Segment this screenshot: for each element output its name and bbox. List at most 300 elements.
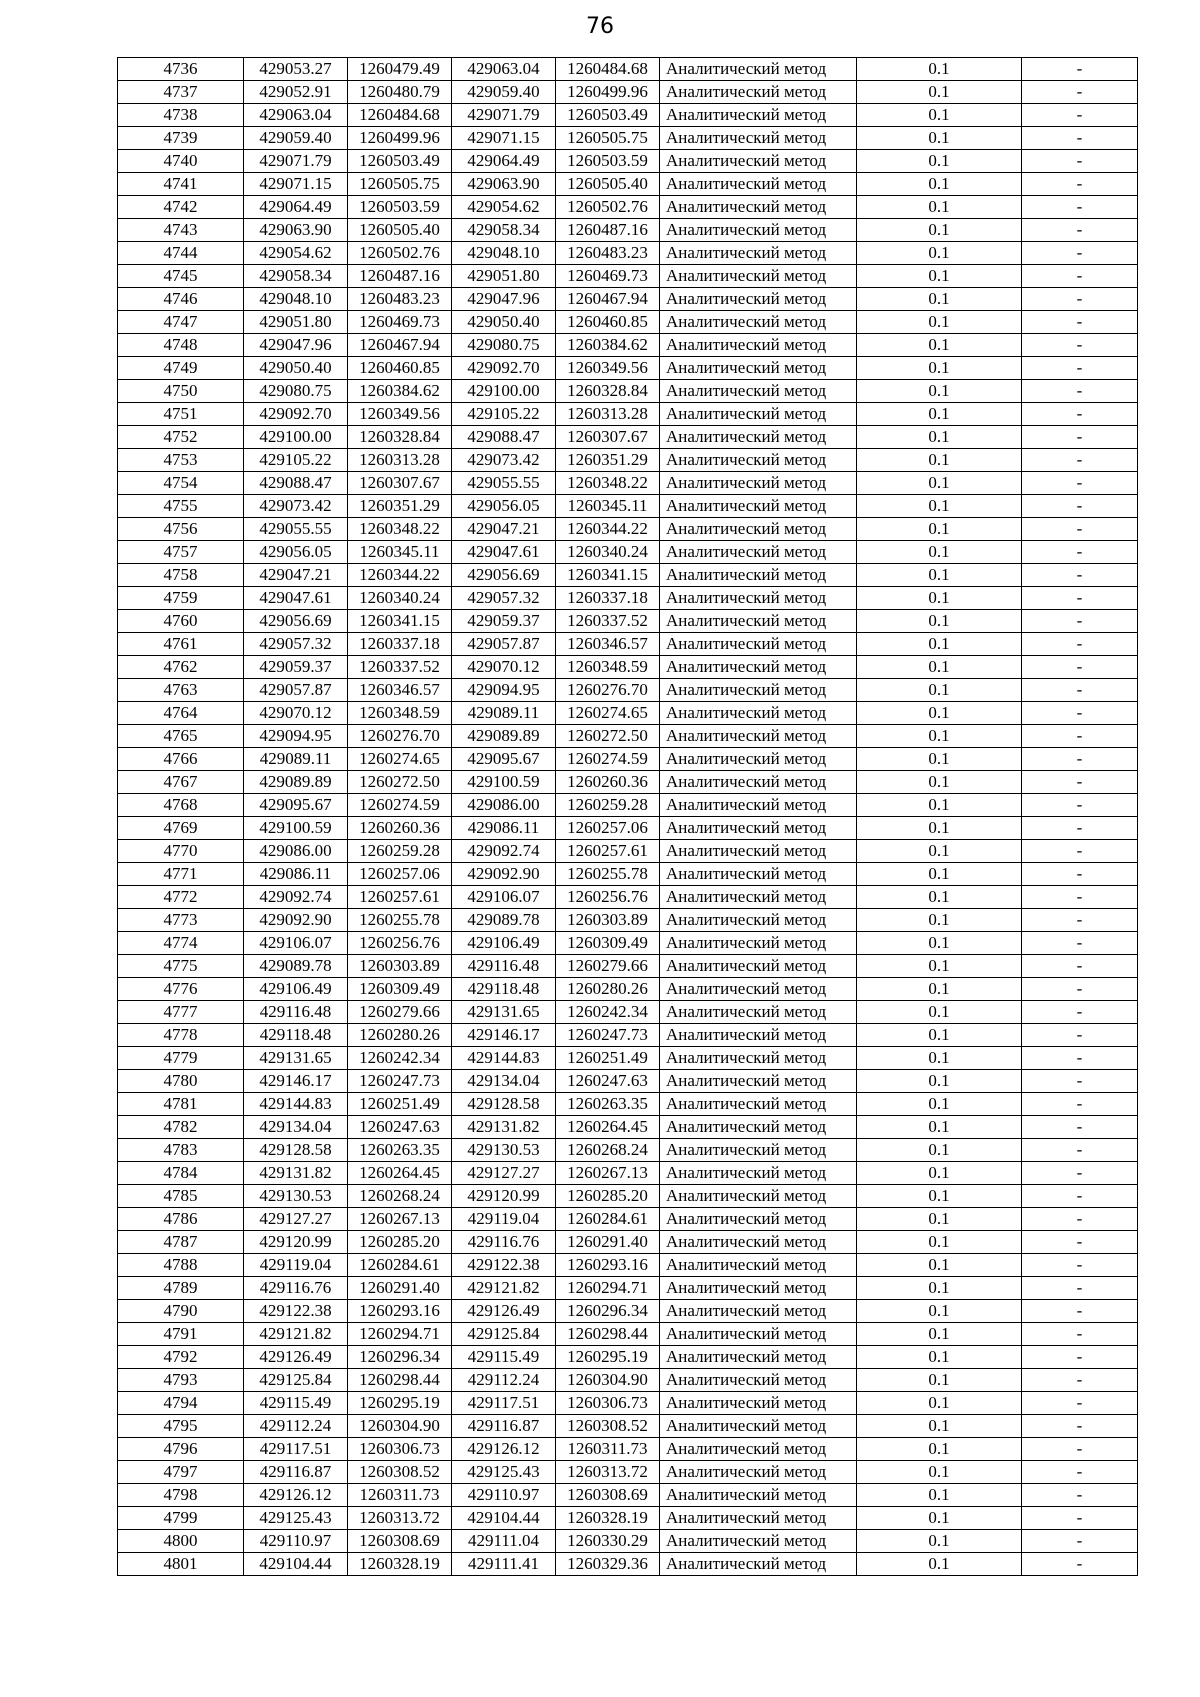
y-start-cell: 1260328.84 bbox=[348, 426, 452, 449]
y-start-cell: 1260313.28 bbox=[348, 449, 452, 472]
x-start-cell: 429048.10 bbox=[244, 288, 348, 311]
point-number-cell: 4754 bbox=[118, 472, 244, 495]
x-end-cell: 429089.11 bbox=[452, 702, 556, 725]
table-row bbox=[118, 150, 1138, 173]
point-number-cell: 4749 bbox=[118, 357, 244, 380]
x-end-cell: 429117.51 bbox=[452, 1392, 556, 1415]
y-start-cell: 1260257.06 bbox=[348, 863, 452, 886]
point-number-cell: 4759 bbox=[118, 587, 244, 610]
table-row bbox=[118, 978, 1138, 1001]
point-number-cell: 4758 bbox=[118, 564, 244, 587]
accuracy-cell: 0.1 bbox=[857, 150, 1022, 173]
y-start-cell: 1260291.40 bbox=[348, 1277, 452, 1300]
point-number-cell: 4743 bbox=[118, 219, 244, 242]
x-end-cell: 429056.69 bbox=[452, 564, 556, 587]
point-number-cell: 4796 bbox=[118, 1438, 244, 1461]
x-end-cell: 429131.65 bbox=[452, 1001, 556, 1024]
y-end-cell: 1260272.50 bbox=[556, 725, 660, 748]
table-row bbox=[118, 1162, 1138, 1185]
accuracy-cell: 0.1 bbox=[857, 380, 1022, 403]
y-start-cell: 1260279.66 bbox=[348, 1001, 452, 1024]
table-row bbox=[118, 610, 1138, 633]
y-start-cell: 1260308.69 bbox=[348, 1530, 452, 1553]
x-start-cell: 429057.32 bbox=[244, 633, 348, 656]
table-row bbox=[118, 1323, 1138, 1346]
note-cell: - bbox=[1022, 656, 1138, 679]
accuracy-cell: 0.1 bbox=[857, 311, 1022, 334]
note-cell: - bbox=[1022, 587, 1138, 610]
table-row bbox=[118, 909, 1138, 932]
accuracy-cell: 0.1 bbox=[857, 403, 1022, 426]
x-end-cell: 429092.74 bbox=[452, 840, 556, 863]
method-cell: Аналитический метод bbox=[660, 1553, 857, 1576]
x-end-cell: 429100.00 bbox=[452, 380, 556, 403]
x-start-cell: 429131.65 bbox=[244, 1047, 348, 1070]
point-number-cell: 4793 bbox=[118, 1369, 244, 1392]
y-end-cell: 1260487.16 bbox=[556, 219, 660, 242]
point-number-cell: 4800 bbox=[118, 1530, 244, 1553]
table-row bbox=[118, 58, 1138, 81]
accuracy-cell: 0.1 bbox=[857, 748, 1022, 771]
point-number-cell: 4766 bbox=[118, 748, 244, 771]
point-number-cell: 4783 bbox=[118, 1139, 244, 1162]
x-end-cell: 429100.59 bbox=[452, 771, 556, 794]
y-end-cell: 1260291.40 bbox=[556, 1231, 660, 1254]
method-cell: Аналитический метод bbox=[660, 1093, 857, 1116]
accuracy-cell: 0.1 bbox=[857, 1438, 1022, 1461]
note-cell: - bbox=[1022, 472, 1138, 495]
note-cell: - bbox=[1022, 886, 1138, 909]
table-row bbox=[118, 1231, 1138, 1254]
note-cell: - bbox=[1022, 702, 1138, 725]
table-row bbox=[118, 771, 1138, 794]
x-start-cell: 429117.51 bbox=[244, 1438, 348, 1461]
point-number-cell: 4757 bbox=[118, 541, 244, 564]
method-cell: Аналитический метод bbox=[660, 1116, 857, 1139]
point-number-cell: 4772 bbox=[118, 886, 244, 909]
x-end-cell: 429144.83 bbox=[452, 1047, 556, 1070]
note-cell: - bbox=[1022, 173, 1138, 196]
table-row bbox=[118, 173, 1138, 196]
note-cell: - bbox=[1022, 288, 1138, 311]
x-start-cell: 429110.97 bbox=[244, 1530, 348, 1553]
accuracy-cell: 0.1 bbox=[857, 1530, 1022, 1553]
accuracy-cell: 0.1 bbox=[857, 794, 1022, 817]
y-start-cell: 1260308.52 bbox=[348, 1461, 452, 1484]
x-start-cell: 429125.84 bbox=[244, 1369, 348, 1392]
table-row bbox=[118, 955, 1138, 978]
accuracy-cell: 0.1 bbox=[857, 1553, 1022, 1576]
x-start-cell: 429126.49 bbox=[244, 1346, 348, 1369]
y-end-cell: 1260255.78 bbox=[556, 863, 660, 886]
x-start-cell: 429088.47 bbox=[244, 472, 348, 495]
x-start-cell: 429106.07 bbox=[244, 932, 348, 955]
y-end-cell: 1260274.59 bbox=[556, 748, 660, 771]
table-row bbox=[118, 1208, 1138, 1231]
x-start-cell: 429053.27 bbox=[244, 58, 348, 81]
y-end-cell: 1260251.49 bbox=[556, 1047, 660, 1070]
point-number-cell: 4760 bbox=[118, 610, 244, 633]
point-number-cell: 4786 bbox=[118, 1208, 244, 1231]
y-start-cell: 1260274.59 bbox=[348, 794, 452, 817]
y-start-cell: 1260284.61 bbox=[348, 1254, 452, 1277]
point-number-cell: 4747 bbox=[118, 311, 244, 334]
y-start-cell: 1260487.16 bbox=[348, 265, 452, 288]
point-number-cell: 4779 bbox=[118, 1047, 244, 1070]
method-cell: Аналитический метод bbox=[660, 932, 857, 955]
note-cell: - bbox=[1022, 1231, 1138, 1254]
table-row bbox=[118, 1415, 1138, 1438]
accuracy-cell: 0.1 bbox=[857, 1484, 1022, 1507]
y-start-cell: 1260251.49 bbox=[348, 1093, 452, 1116]
x-start-cell: 429050.40 bbox=[244, 357, 348, 380]
accuracy-cell: 0.1 bbox=[857, 81, 1022, 104]
x-start-cell: 429056.69 bbox=[244, 610, 348, 633]
method-cell: Аналитический метод bbox=[660, 955, 857, 978]
point-number-cell: 4755 bbox=[118, 495, 244, 518]
x-start-cell: 429094.95 bbox=[244, 725, 348, 748]
note-cell: - bbox=[1022, 610, 1138, 633]
x-end-cell: 429106.49 bbox=[452, 932, 556, 955]
x-end-cell: 429119.04 bbox=[452, 1208, 556, 1231]
point-number-cell: 4777 bbox=[118, 1001, 244, 1024]
table-row bbox=[118, 380, 1138, 403]
table-row bbox=[118, 81, 1138, 104]
x-end-cell: 429047.61 bbox=[452, 541, 556, 564]
accuracy-cell: 0.1 bbox=[857, 932, 1022, 955]
point-number-cell: 4762 bbox=[118, 656, 244, 679]
point-number-cell: 4738 bbox=[118, 104, 244, 127]
x-start-cell: 429063.04 bbox=[244, 104, 348, 127]
y-start-cell: 1260247.63 bbox=[348, 1116, 452, 1139]
table-row bbox=[118, 104, 1138, 127]
accuracy-cell: 0.1 bbox=[857, 1415, 1022, 1438]
point-number-cell: 4801 bbox=[118, 1553, 244, 1576]
note-cell: - bbox=[1022, 311, 1138, 334]
y-start-cell: 1260460.85 bbox=[348, 357, 452, 380]
note-cell: - bbox=[1022, 1415, 1138, 1438]
point-number-cell: 4740 bbox=[118, 150, 244, 173]
y-end-cell: 1260280.26 bbox=[556, 978, 660, 1001]
point-number-cell: 4761 bbox=[118, 633, 244, 656]
table-row bbox=[118, 219, 1138, 242]
x-start-cell: 429115.49 bbox=[244, 1392, 348, 1415]
x-end-cell: 429057.87 bbox=[452, 633, 556, 656]
x-end-cell: 429106.07 bbox=[452, 886, 556, 909]
y-start-cell: 1260467.94 bbox=[348, 334, 452, 357]
note-cell: - bbox=[1022, 978, 1138, 1001]
y-end-cell: 1260267.13 bbox=[556, 1162, 660, 1185]
method-cell: Аналитический метод bbox=[660, 1530, 857, 1553]
y-end-cell: 1260247.73 bbox=[556, 1024, 660, 1047]
table-row bbox=[118, 1116, 1138, 1139]
x-start-cell: 429054.62 bbox=[244, 242, 348, 265]
accuracy-cell: 0.1 bbox=[857, 679, 1022, 702]
y-start-cell: 1260307.67 bbox=[348, 472, 452, 495]
x-start-cell: 429116.48 bbox=[244, 1001, 348, 1024]
x-start-cell: 429144.83 bbox=[244, 1093, 348, 1116]
y-start-cell: 1260295.19 bbox=[348, 1392, 452, 1415]
x-end-cell: 429064.49 bbox=[452, 150, 556, 173]
method-cell: Аналитический метод bbox=[660, 311, 857, 334]
y-end-cell: 1260313.72 bbox=[556, 1461, 660, 1484]
note-cell: - bbox=[1022, 242, 1138, 265]
y-end-cell: 1260351.29 bbox=[556, 449, 660, 472]
y-start-cell: 1260483.23 bbox=[348, 288, 452, 311]
method-cell: Аналитический метод bbox=[660, 150, 857, 173]
method-cell: Аналитический метод bbox=[660, 1507, 857, 1530]
table-row bbox=[118, 656, 1138, 679]
table-row bbox=[118, 863, 1138, 886]
note-cell: - bbox=[1022, 426, 1138, 449]
y-end-cell: 1260285.20 bbox=[556, 1185, 660, 1208]
note-cell: - bbox=[1022, 1438, 1138, 1461]
table-row bbox=[118, 242, 1138, 265]
y-end-cell: 1260483.23 bbox=[556, 242, 660, 265]
accuracy-cell: 0.1 bbox=[857, 196, 1022, 219]
note-cell: - bbox=[1022, 334, 1138, 357]
x-end-cell: 429095.67 bbox=[452, 748, 556, 771]
y-end-cell: 1260505.75 bbox=[556, 127, 660, 150]
point-number-cell: 4751 bbox=[118, 403, 244, 426]
method-cell: Аналитический метод bbox=[660, 334, 857, 357]
y-start-cell: 1260294.71 bbox=[348, 1323, 452, 1346]
method-cell: Аналитический метод bbox=[660, 426, 857, 449]
x-end-cell: 429050.40 bbox=[452, 311, 556, 334]
note-cell: - bbox=[1022, 58, 1138, 81]
table-row bbox=[118, 1369, 1138, 1392]
x-end-cell: 429125.84 bbox=[452, 1323, 556, 1346]
x-start-cell: 429057.87 bbox=[244, 679, 348, 702]
y-end-cell: 1260303.89 bbox=[556, 909, 660, 932]
y-start-cell: 1260340.24 bbox=[348, 587, 452, 610]
accuracy-cell: 0.1 bbox=[857, 955, 1022, 978]
point-number-cell: 4763 bbox=[118, 679, 244, 702]
method-cell: Аналитический метод bbox=[660, 1300, 857, 1323]
note-cell: - bbox=[1022, 357, 1138, 380]
y-end-cell: 1260345.11 bbox=[556, 495, 660, 518]
y-start-cell: 1260479.49 bbox=[348, 58, 452, 81]
table-row bbox=[118, 1139, 1138, 1162]
x-start-cell: 429052.91 bbox=[244, 81, 348, 104]
table-row bbox=[118, 1047, 1138, 1070]
y-start-cell: 1260263.35 bbox=[348, 1139, 452, 1162]
x-start-cell: 429105.22 bbox=[244, 449, 348, 472]
x-start-cell: 429146.17 bbox=[244, 1070, 348, 1093]
accuracy-cell: 0.1 bbox=[857, 1277, 1022, 1300]
x-end-cell: 429127.27 bbox=[452, 1162, 556, 1185]
x-start-cell: 429116.87 bbox=[244, 1461, 348, 1484]
method-cell: Аналитический метод bbox=[660, 196, 857, 219]
y-end-cell: 1260268.24 bbox=[556, 1139, 660, 1162]
y-end-cell: 1260256.76 bbox=[556, 886, 660, 909]
y-end-cell: 1260311.73 bbox=[556, 1438, 660, 1461]
y-start-cell: 1260257.61 bbox=[348, 886, 452, 909]
accuracy-cell: 0.1 bbox=[857, 1185, 1022, 1208]
accuracy-cell: 0.1 bbox=[857, 1139, 1022, 1162]
accuracy-cell: 0.1 bbox=[857, 1300, 1022, 1323]
x-end-cell: 429134.04 bbox=[452, 1070, 556, 1093]
y-end-cell: 1260260.36 bbox=[556, 771, 660, 794]
x-end-cell: 429130.53 bbox=[452, 1139, 556, 1162]
table-row bbox=[118, 288, 1138, 311]
point-number-cell: 4780 bbox=[118, 1070, 244, 1093]
note-cell: - bbox=[1022, 1484, 1138, 1507]
point-number-cell: 4750 bbox=[118, 380, 244, 403]
y-end-cell: 1260247.63 bbox=[556, 1070, 660, 1093]
table-row bbox=[118, 495, 1138, 518]
x-end-cell: 429056.05 bbox=[452, 495, 556, 518]
accuracy-cell: 0.1 bbox=[857, 725, 1022, 748]
table-row bbox=[118, 794, 1138, 817]
x-start-cell: 429071.15 bbox=[244, 173, 348, 196]
x-end-cell: 429063.90 bbox=[452, 173, 556, 196]
coordinates-table bbox=[117, 57, 1138, 1576]
note-cell: - bbox=[1022, 863, 1138, 886]
x-end-cell: 429115.49 bbox=[452, 1346, 556, 1369]
y-end-cell: 1260296.34 bbox=[556, 1300, 660, 1323]
y-start-cell: 1260484.68 bbox=[348, 104, 452, 127]
note-cell: - bbox=[1022, 1392, 1138, 1415]
x-start-cell: 429055.55 bbox=[244, 518, 348, 541]
x-start-cell: 429047.21 bbox=[244, 564, 348, 587]
note-cell: - bbox=[1022, 1001, 1138, 1024]
point-number-cell: 4774 bbox=[118, 932, 244, 955]
method-cell: Аналитический метод bbox=[660, 794, 857, 817]
note-cell: - bbox=[1022, 932, 1138, 955]
x-start-cell: 429106.49 bbox=[244, 978, 348, 1001]
note-cell: - bbox=[1022, 196, 1138, 219]
y-end-cell: 1260294.71 bbox=[556, 1277, 660, 1300]
y-start-cell: 1260274.65 bbox=[348, 748, 452, 771]
table-row bbox=[118, 541, 1138, 564]
accuracy-cell: 0.1 bbox=[857, 886, 1022, 909]
method-cell: Аналитический метод bbox=[660, 58, 857, 81]
table-row bbox=[118, 196, 1138, 219]
x-end-cell: 429110.97 bbox=[452, 1484, 556, 1507]
table-row bbox=[118, 587, 1138, 610]
accuracy-cell: 0.1 bbox=[857, 840, 1022, 863]
y-start-cell: 1260502.76 bbox=[348, 242, 452, 265]
note-cell: - bbox=[1022, 817, 1138, 840]
note-cell: - bbox=[1022, 1047, 1138, 1070]
note-cell: - bbox=[1022, 150, 1138, 173]
table-row bbox=[118, 311, 1138, 334]
table-row bbox=[118, 679, 1138, 702]
y-end-cell: 1260328.19 bbox=[556, 1507, 660, 1530]
method-cell: Аналитический метод bbox=[660, 1277, 857, 1300]
method-cell: Аналитический метод bbox=[660, 564, 857, 587]
y-end-cell: 1260242.34 bbox=[556, 1001, 660, 1024]
method-cell: Аналитический метод bbox=[660, 403, 857, 426]
table-row bbox=[118, 748, 1138, 771]
note-cell: - bbox=[1022, 403, 1138, 426]
x-start-cell: 429064.49 bbox=[244, 196, 348, 219]
accuracy-cell: 0.1 bbox=[857, 1070, 1022, 1093]
accuracy-cell: 0.1 bbox=[857, 1507, 1022, 1530]
table-row bbox=[118, 1346, 1138, 1369]
note-cell: - bbox=[1022, 1116, 1138, 1139]
method-cell: Аналитический метод bbox=[660, 472, 857, 495]
note-cell: - bbox=[1022, 541, 1138, 564]
point-number-cell: 4769 bbox=[118, 817, 244, 840]
x-start-cell: 429056.05 bbox=[244, 541, 348, 564]
x-start-cell: 429116.76 bbox=[244, 1277, 348, 1300]
point-number-cell: 4736 bbox=[118, 58, 244, 81]
method-cell: Аналитический метод bbox=[660, 104, 857, 127]
y-start-cell: 1260298.44 bbox=[348, 1369, 452, 1392]
accuracy-cell: 0.1 bbox=[857, 173, 1022, 196]
accuracy-cell: 0.1 bbox=[857, 1346, 1022, 1369]
accuracy-cell: 0.1 bbox=[857, 817, 1022, 840]
method-cell: Аналитический метод bbox=[660, 656, 857, 679]
table-row bbox=[118, 1507, 1138, 1530]
x-start-cell: 429073.42 bbox=[244, 495, 348, 518]
y-end-cell: 1260329.36 bbox=[556, 1553, 660, 1576]
accuracy-cell: 0.1 bbox=[857, 288, 1022, 311]
method-cell: Аналитический метод bbox=[660, 1346, 857, 1369]
x-start-cell: 429121.82 bbox=[244, 1323, 348, 1346]
table-row bbox=[118, 426, 1138, 449]
method-cell: Аналитический метод bbox=[660, 1208, 857, 1231]
point-number-cell: 4798 bbox=[118, 1484, 244, 1507]
note-cell: - bbox=[1022, 449, 1138, 472]
method-cell: Аналитический метод bbox=[660, 288, 857, 311]
page-number: 76 bbox=[586, 14, 614, 39]
x-end-cell: 429089.89 bbox=[452, 725, 556, 748]
accuracy-cell: 0.1 bbox=[857, 1231, 1022, 1254]
x-start-cell: 429086.00 bbox=[244, 840, 348, 863]
y-start-cell: 1260328.19 bbox=[348, 1553, 452, 1576]
y-start-cell: 1260255.78 bbox=[348, 909, 452, 932]
note-cell: - bbox=[1022, 265, 1138, 288]
y-start-cell: 1260264.45 bbox=[348, 1162, 452, 1185]
method-cell: Аналитический метод bbox=[660, 863, 857, 886]
x-start-cell: 429128.58 bbox=[244, 1139, 348, 1162]
x-end-cell: 429088.47 bbox=[452, 426, 556, 449]
method-cell: Аналитический метод bbox=[660, 380, 857, 403]
method-cell: Аналитический метод bbox=[660, 978, 857, 1001]
y-end-cell: 1260503.59 bbox=[556, 150, 660, 173]
point-number-cell: 4741 bbox=[118, 173, 244, 196]
point-number-cell: 4752 bbox=[118, 426, 244, 449]
x-end-cell: 429059.40 bbox=[452, 81, 556, 104]
y-end-cell: 1260257.61 bbox=[556, 840, 660, 863]
note-cell: - bbox=[1022, 564, 1138, 587]
note-cell: - bbox=[1022, 1346, 1138, 1369]
y-start-cell: 1260311.73 bbox=[348, 1484, 452, 1507]
note-cell: - bbox=[1022, 495, 1138, 518]
x-start-cell: 429059.37 bbox=[244, 656, 348, 679]
note-cell: - bbox=[1022, 1507, 1138, 1530]
y-start-cell: 1260268.24 bbox=[348, 1185, 452, 1208]
method-cell: Аналитический метод bbox=[660, 1231, 857, 1254]
method-cell: Аналитический метод bbox=[660, 633, 857, 656]
note-cell: - bbox=[1022, 1139, 1138, 1162]
y-start-cell: 1260341.15 bbox=[348, 610, 452, 633]
y-end-cell: 1260346.57 bbox=[556, 633, 660, 656]
y-end-cell: 1260259.28 bbox=[556, 794, 660, 817]
accuracy-cell: 0.1 bbox=[857, 1001, 1022, 1024]
table-row bbox=[118, 1392, 1138, 1415]
y-start-cell: 1260242.34 bbox=[348, 1047, 452, 1070]
x-start-cell: 429092.90 bbox=[244, 909, 348, 932]
y-start-cell: 1260296.34 bbox=[348, 1346, 452, 1369]
method-cell: Аналитический метод bbox=[660, 771, 857, 794]
x-end-cell: 429112.24 bbox=[452, 1369, 556, 1392]
accuracy-cell: 0.1 bbox=[857, 1024, 1022, 1047]
accuracy-cell: 0.1 bbox=[857, 1254, 1022, 1277]
